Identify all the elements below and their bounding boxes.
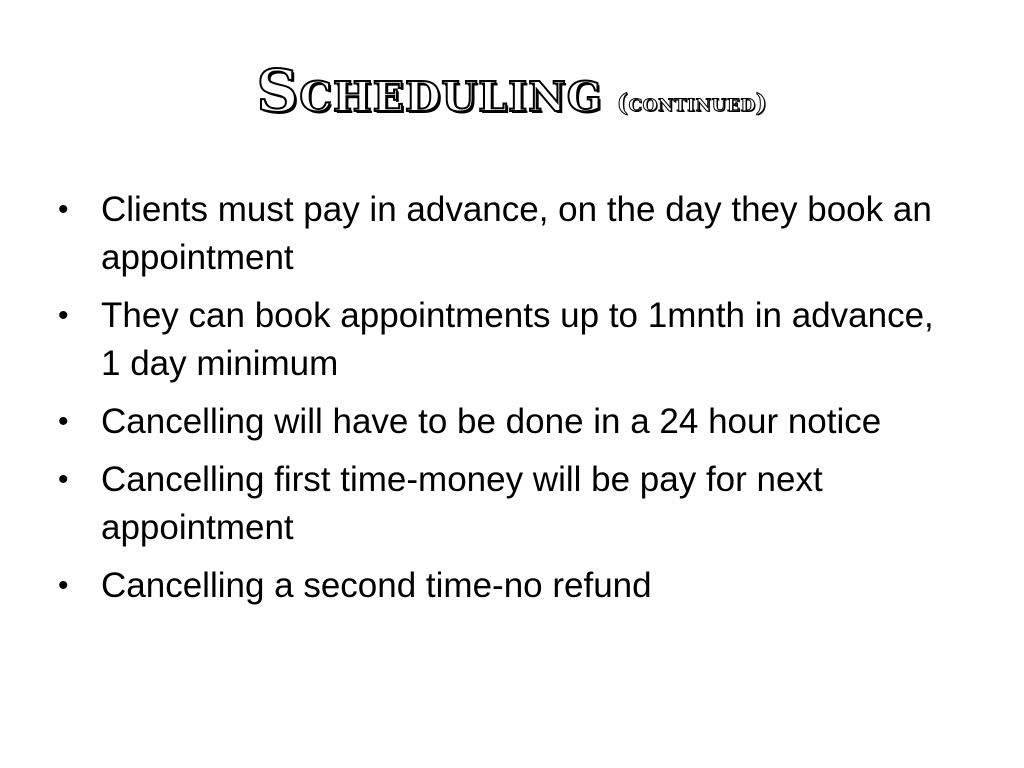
bullet-text: Cancelling will have to be done in a 24 hour notice	[101, 402, 882, 441]
title-subtitle: (continued)	[616, 88, 768, 117]
bullet-icon: •	[58, 463, 69, 496]
bullet-item	[54, 456, 954, 552]
slide-title	[0, 57, 1024, 125]
bullet-list	[54, 186, 954, 620]
bullet-item	[54, 292, 954, 388]
bullet-text: They can book appointments up to 1mnth in advance, 1 day minimum	[101, 296, 934, 383]
bullet-text: Clients must pay in advance, on the day they book an appointment	[101, 190, 932, 277]
bullet-text: Cancelling a second time-no refund	[101, 566, 652, 605]
bullet-item	[54, 186, 954, 282]
bullet-icon: •	[58, 299, 69, 332]
bullet-item	[54, 562, 954, 610]
bullet-icon: •	[58, 405, 69, 438]
bullet-icon: •	[58, 193, 69, 226]
bullet-icon: •	[58, 569, 69, 602]
bullet-text: Cancelling first time-money will be pay for next appointment	[101, 460, 823, 547]
bullet-item	[54, 398, 954, 446]
title-text: Scheduling	[256, 57, 603, 125]
